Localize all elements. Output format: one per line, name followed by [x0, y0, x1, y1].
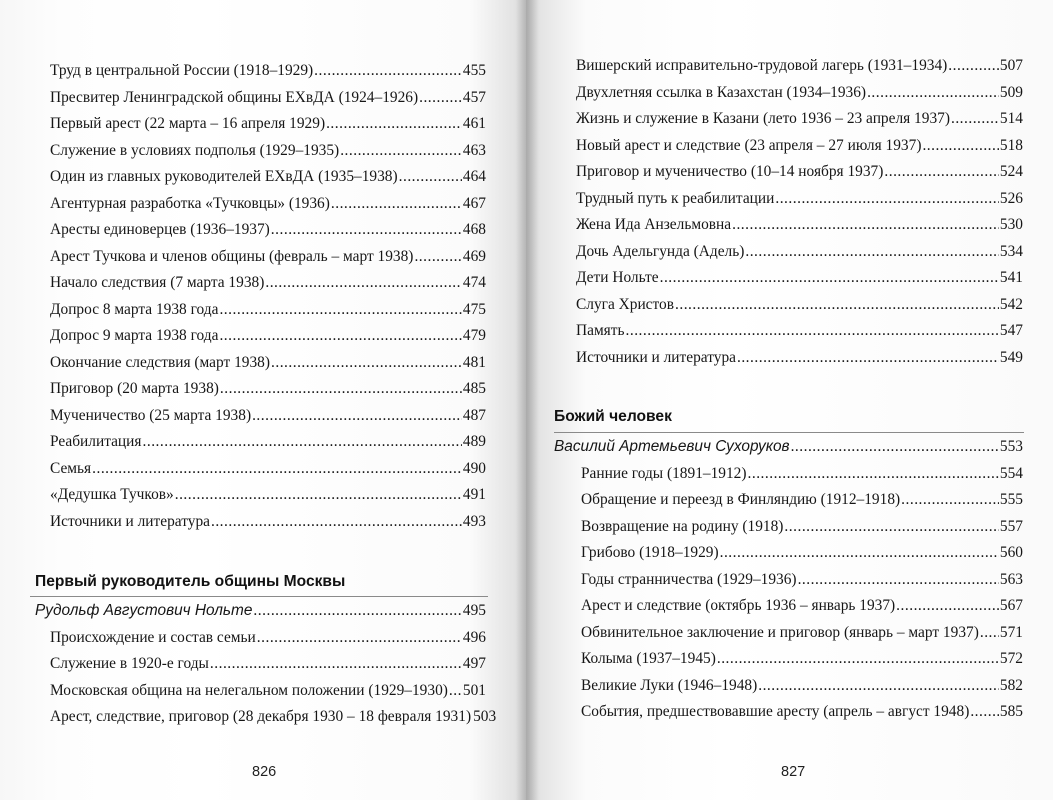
- leader-dots: [791, 434, 999, 461]
- leader-dots: [271, 350, 462, 377]
- section-rule: [30, 596, 488, 597]
- toc-entry: [566, 212, 1023, 239]
- toc-page-number: 489: [462, 433, 486, 450]
- toc-entry: [40, 456, 486, 483]
- toc-page-number: 541: [999, 269, 1023, 286]
- toc-list: [35, 598, 497, 731]
- leader-dots: [143, 429, 462, 456]
- toc-page-number: 518: [999, 136, 1023, 154]
- toc-entry: [40, 297, 486, 324]
- toc-page-number: 468: [462, 221, 486, 238]
- toc-page-number: 563: [999, 570, 1023, 588]
- toc-entry: [566, 265, 1023, 292]
- leader-dots: [252, 403, 462, 430]
- leader-dots: [737, 345, 999, 372]
- toc-entry: [40, 217, 486, 244]
- toc-entry: [40, 111, 486, 138]
- leader-dots: [745, 239, 999, 266]
- toc-entry: [566, 159, 1023, 186]
- toc-entry: [554, 699, 1023, 726]
- leader-dots: [896, 593, 999, 620]
- toc-entry: [40, 85, 486, 112]
- leader-dots: [211, 509, 462, 536]
- section-title: Божий человек: [554, 408, 672, 425]
- toc-page-number: 560: [999, 544, 1023, 561]
- leader-dots: [271, 217, 462, 244]
- toc-entry: [40, 678, 486, 705]
- toc-entry-title: Двухлетняя ссылка в Казахстан (1934–1936): [576, 83, 867, 101]
- leader-dots: [220, 376, 462, 403]
- toc-entry: [566, 80, 1023, 107]
- right-page: [526, 0, 1053, 800]
- leader-dots: [257, 625, 462, 652]
- toc-entry: [40, 625, 486, 652]
- toc-page-number: 475: [462, 300, 486, 318]
- toc-entry-title: Начало следствия (7 марта 1938): [50, 274, 265, 291]
- toc-entry-title: Дочь Адельгунда (Адель): [576, 242, 745, 260]
- toc-entry: [40, 482, 486, 509]
- toc-list: [554, 434, 1023, 726]
- toc-entry: [40, 350, 486, 377]
- toc-page-number: 542: [999, 295, 1023, 313]
- leader-dots: [784, 514, 998, 541]
- toc-entry-title: Происхождение и состав семьи: [50, 628, 256, 646]
- toc-page-number: 571: [999, 623, 1023, 641]
- toc-entry: [40, 403, 486, 430]
- toc-entry: [554, 514, 1023, 541]
- toc-page-number: 496: [462, 628, 486, 646]
- toc-entry: [554, 567, 1023, 594]
- toc-page-number: 485: [462, 380, 486, 397]
- toc-entry: [40, 244, 486, 271]
- leader-dots: [253, 598, 461, 625]
- leader-dots: [660, 265, 999, 292]
- toc-page-number: 585: [999, 703, 1023, 720]
- toc-entry: [554, 593, 1023, 620]
- leader-dots: [265, 270, 462, 297]
- toc-entry: [554, 461, 1023, 488]
- leader-dots: [732, 212, 999, 239]
- leader-dots: [399, 164, 462, 191]
- toc-entry: [40, 509, 486, 536]
- toc-page-number: 491: [462, 486, 486, 503]
- toc-page-number: 461: [462, 115, 486, 132]
- toc-entry-title: Служение в условиях подполья (1929–1935): [50, 141, 340, 159]
- toc-entry-title: Дети Нольте: [576, 269, 659, 286]
- toc-entry-title: Жизнь и служение в Казани (лето 1936 – 23 апреля 1937): [576, 110, 950, 127]
- toc-entry-title: Память: [576, 322, 625, 339]
- toc-entry: [40, 376, 486, 403]
- toc-page-number: 557: [999, 517, 1023, 535]
- toc-entry-title: Пресвитер Ленинградской общины ЕХвДА (1924–1926): [50, 88, 419, 106]
- toc-page-number: 567: [999, 597, 1023, 614]
- toc-page-number: 503: [473, 708, 497, 725]
- toc-entry-title: Колыма (1937–1945): [581, 650, 716, 667]
- toc-entry: [566, 318, 1023, 345]
- toc-entry-title: Семья: [50, 459, 92, 477]
- toc-entry-title: Годы странничества (1929–1936): [581, 570, 797, 588]
- leader-dots: [92, 456, 462, 483]
- toc-page-number: 501: [462, 681, 486, 699]
- toc-page-number: 481: [462, 353, 486, 371]
- leader-dots: [748, 461, 999, 488]
- toc-entry-title: Источники и литература: [576, 348, 736, 366]
- leader-dots: [314, 58, 462, 85]
- toc-entry: [40, 323, 486, 350]
- toc-entry-title: Василий Артемьевич Сухоруков: [554, 438, 790, 455]
- toc-entry: [566, 106, 1023, 133]
- toc-page-number: 524: [999, 163, 1023, 180]
- toc-entry-title: Арест Тучкова и членов общины (февраль – март 1938): [50, 247, 414, 265]
- toc-entry-title: Вишерский исправительно-трудовой лагерь (1931–1934): [576, 57, 948, 74]
- toc-entry-title: События, предшествовавшие аресту (апрель – август 1948): [581, 703, 970, 720]
- leader-dots: [675, 292, 999, 319]
- toc-entry-title: Один из главных руководителей ЕХвДА (1935–1938): [50, 168, 398, 185]
- leader-dots: [331, 191, 462, 218]
- toc-entry-title: Агентурная разработка «Тучковцы» (1936): [50, 194, 330, 212]
- toc-entry-title: Первый арест (22 марта – 16 апреля 1929): [50, 115, 326, 132]
- leader-dots: [449, 678, 462, 705]
- toc-entry-title: Ранние годы (1891–1912): [581, 464, 747, 482]
- toc-entry-title: Источники и литература: [50, 512, 210, 530]
- toc-page-number: 572: [999, 650, 1023, 667]
- toc-entry-title: Допрос 9 марта 1938 года: [50, 327, 219, 344]
- leader-dots: [210, 651, 462, 678]
- section-title: Первый руководитель общины Москвы: [35, 573, 346, 590]
- toc-entry: [40, 270, 486, 297]
- toc-entry-title: Жена Ида Анзельмовна: [576, 216, 732, 233]
- leader-dots: [340, 138, 462, 165]
- toc-entry-title: Арест, следствие, приговор (28 декабря 1930 – 18 февраля 1931): [50, 708, 472, 725]
- leader-dots: [970, 699, 999, 726]
- leader-dots: [922, 133, 998, 160]
- toc-entry: [566, 133, 1023, 160]
- leader-dots: [326, 111, 462, 138]
- toc-page-number: 547: [999, 322, 1023, 339]
- toc-entry-title: Мученичество (25 марта 1938): [50, 406, 252, 424]
- page-number: 827: [781, 764, 806, 780]
- toc-entry-title: Допрос 8 марта 1938 года: [50, 300, 219, 318]
- leader-dots: [884, 159, 999, 186]
- leader-dots: [951, 106, 999, 133]
- toc-page-number: 495: [462, 602, 486, 619]
- toc-page-number: 534: [999, 242, 1023, 260]
- leader-dots: [758, 673, 999, 700]
- toc-entry: [554, 487, 1023, 514]
- toc-entry-title: Арест и следствие (октябрь 1936 – январь 1937): [581, 597, 896, 614]
- toc-entry: [40, 704, 497, 731]
- leader-dots: [219, 297, 461, 324]
- toc-entry-title: Рудольф Августович Нольте: [35, 602, 253, 619]
- toc-entry-title: «Дедушка Тучков»: [50, 486, 174, 503]
- toc-section-head: [35, 598, 486, 625]
- toc-entry: [554, 646, 1023, 673]
- toc-page-number: 493: [462, 512, 486, 530]
- toc-page-number: 507: [999, 57, 1023, 74]
- toc-page-number: 526: [999, 189, 1023, 207]
- toc-page-number: 555: [999, 491, 1023, 508]
- leader-dots: [219, 323, 461, 350]
- leader-dots: [901, 487, 999, 514]
- toc-page-number: 553: [999, 438, 1023, 455]
- toc-entry-title: Московская община на нелегальном положении (1929–1930): [50, 681, 448, 699]
- toc-page-number: 582: [999, 676, 1023, 694]
- toc-entry: [566, 53, 1023, 80]
- toc-list: [40, 58, 486, 535]
- leader-dots: [720, 540, 999, 567]
- toc-entry: [554, 673, 1023, 700]
- toc-entry-title: Приговор и мученичество (10–14 ноября 1937): [576, 163, 884, 180]
- toc-entry: [40, 429, 486, 456]
- leader-dots: [948, 53, 999, 80]
- toc-entry: [566, 239, 1023, 266]
- toc-page-number: 474: [462, 274, 486, 291]
- toc-entry-title: Аресты единоверцев (1936–1937): [50, 221, 270, 238]
- toc-entry-title: Обращение и переезд в Финляндию (1912–1918): [581, 491, 901, 508]
- toc-entry-title: Слуга Христов: [576, 295, 674, 313]
- toc-list: [566, 53, 1023, 371]
- toc-entry: [554, 540, 1023, 567]
- section-rule: [554, 432, 1024, 433]
- leader-dots: [867, 80, 999, 107]
- leader-dots: [798, 567, 999, 594]
- toc-entry: [566, 345, 1023, 372]
- page-number: 826: [252, 764, 277, 780]
- toc-page-number: 467: [462, 194, 486, 212]
- toc-section-head: [554, 434, 1023, 461]
- toc-page-number: 455: [462, 62, 486, 79]
- toc-page-number: 490: [462, 459, 486, 477]
- toc-entry-title: Служение в 1920-е годы: [50, 655, 209, 672]
- toc-entry-title: Реабилитация: [50, 433, 142, 450]
- toc-entry: [566, 292, 1023, 319]
- toc-page-number: 457: [462, 88, 486, 106]
- leader-dots: [175, 482, 462, 509]
- leader-dots: [414, 244, 461, 271]
- leader-dots: [626, 318, 999, 345]
- toc-entry-title: Приговор (20 марта 1938): [50, 380, 219, 397]
- leader-dots: [775, 186, 999, 213]
- leader-dots: [717, 646, 999, 673]
- toc-page-number: 463: [462, 141, 486, 159]
- toc-entry: [554, 620, 1023, 647]
- toc-entry: [40, 58, 486, 85]
- toc-entry-title: Новый арест и следствие (23 апреля – 27 июля 1937): [576, 136, 922, 154]
- toc-entry-title: Грибово (1918–1929): [581, 544, 719, 561]
- toc-entry: [40, 191, 486, 218]
- toc-page-number: 554: [999, 464, 1023, 482]
- toc-entry-title: Трудный путь к реабилитации: [576, 189, 775, 207]
- toc-page-number: 464: [462, 168, 486, 185]
- toc-entry: [40, 164, 486, 191]
- toc-page-number: 469: [462, 247, 486, 265]
- toc-page-number: 487: [462, 406, 486, 424]
- toc-entry: [566, 186, 1023, 213]
- toc-entry-title: Труд в центральной России (1918–1929): [50, 62, 314, 79]
- toc-page-number: 509: [999, 83, 1023, 101]
- toc-entry-title: Окончание следствия (март 1938): [50, 353, 270, 371]
- toc-entry: [40, 138, 486, 165]
- toc-page-number: 497: [462, 655, 486, 672]
- toc-page-number: 549: [999, 348, 1023, 366]
- leader-dots: [980, 620, 999, 647]
- toc-page-number: 514: [999, 110, 1023, 127]
- left-page: [0, 0, 526, 800]
- toc-entry: [40, 651, 486, 678]
- leader-dots: [419, 85, 462, 112]
- toc-entry-title: Возвращение на родину (1918): [581, 517, 784, 535]
- toc-entry-title: Великие Луки (1946–1948): [581, 676, 758, 694]
- toc-page-number: 530: [999, 216, 1023, 233]
- toc-page-number: 479: [462, 327, 486, 344]
- toc-entry-title: Обвинительное заключение и приговор (январь – март 1937): [581, 623, 979, 641]
